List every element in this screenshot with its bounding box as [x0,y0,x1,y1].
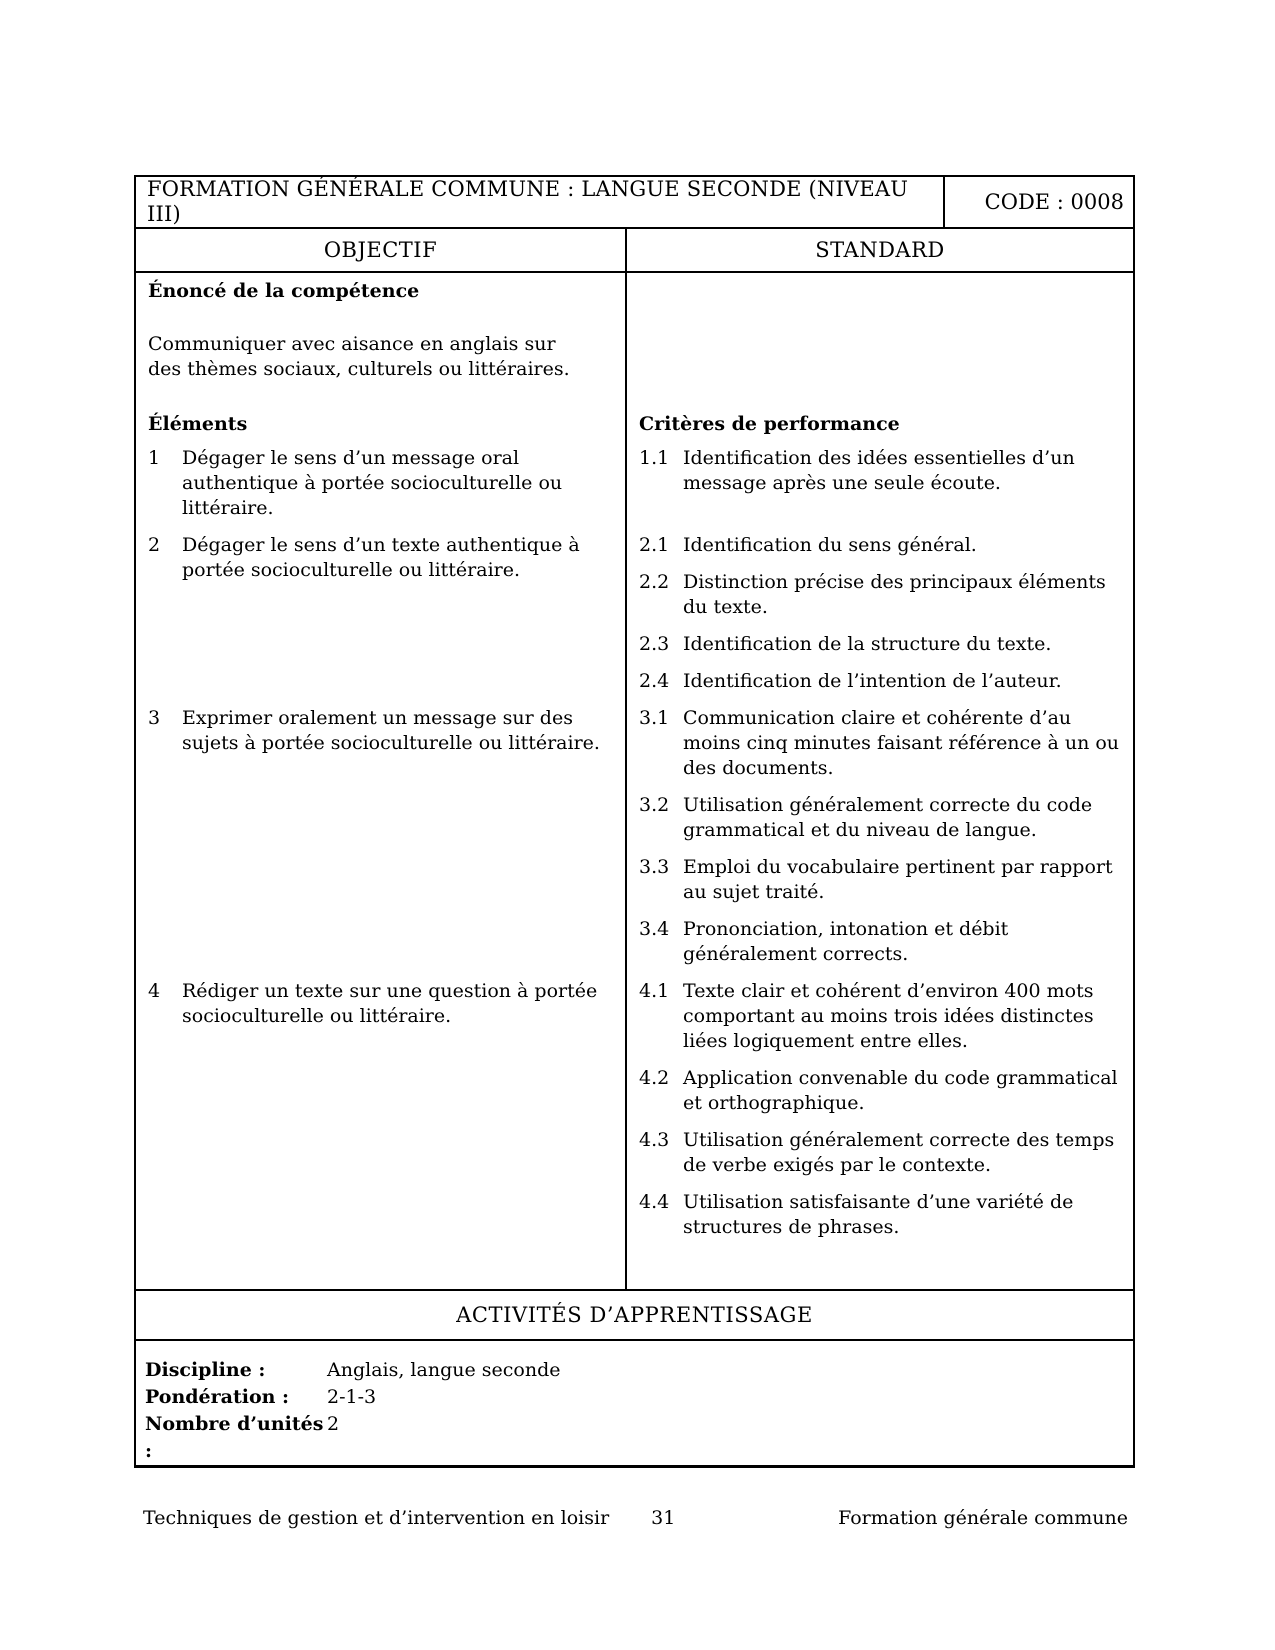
criterion-text: Identification des idées essentielles d’un message après une seule écoute. [683,447,1075,494]
unites-field [145,1411,1123,1465]
discipline-value: Anglais, langue seconde [327,1359,561,1381]
criteria-group-3 [625,706,1133,979]
competence-block [136,273,625,410]
criterion-text: Application convenable du code grammatical et orthographique. [683,1067,1118,1114]
criterion-number: 4.3 [639,1129,670,1151]
unites-label: Nombre d’unités : [145,1413,324,1462]
criterion-text: Communication claire et cohérente d’au moins cinq minutes faisant référence à un ou des documents. [683,707,1120,779]
element-item-4 [148,979,615,1029]
element-row [136,706,625,979]
elements-heading-cell [136,410,625,446]
criterion-text: Utilisation satisfaisante d’une variété de structures de phrases. [683,1191,1074,1238]
elements-heading: Éléments [148,413,248,435]
criterion-item-3-3 [639,855,1125,905]
criterion-text: Emploi du vocabulaire pertinent par rapport au sujet traité. [683,856,1113,903]
criterion-number: 3.2 [639,794,670,816]
criterion-number: 3.3 [639,856,670,878]
column-headings-row [136,229,1133,273]
criterion-text: Identification de l’intention de l’auteur. [683,670,1062,692]
title-row [136,177,1133,229]
criterion-item-4-3 [639,1128,1125,1178]
element-row [136,979,625,1252]
element-number: 3 [148,707,161,729]
ponderation-label: Pondération : [145,1386,290,1408]
ponderation-field [145,1384,1123,1411]
criterion-item-3-4 [639,917,1125,967]
element-row [136,446,625,533]
criterion-item-3-2 [639,793,1125,843]
standard-empty-cell [625,273,1133,410]
footer-program-title: Techniques de gestion et d’intervention en loisir [143,1507,610,1529]
criterion-number: 2.4 [639,670,670,692]
element-text: Rédiger un texte sur une question à portée socioculturelle ou littéraire. [182,980,598,1027]
criterion-text: Distinction précise des principaux éléments du texte. [683,571,1106,618]
discipline-field [145,1357,1123,1384]
criterion-item-4-4 [639,1190,1125,1240]
course-code: CODE : 0008 [943,177,1133,227]
element-number: 1 [148,447,161,469]
criteria-group-1 [625,446,1133,533]
footer-page-number: 31 [651,1507,676,1529]
criteria-group-4 [625,979,1133,1252]
criterion-item-2-1 [639,533,1125,558]
criterion-number: 2.3 [639,633,670,655]
filler-cell [136,1252,625,1289]
criterion-item-2-2 [639,570,1125,620]
criterion-item-2-3 [639,632,1125,657]
criterion-number: 2.1 [639,534,670,556]
element-number: 4 [148,980,161,1002]
criterion-text: Utilisation généralement correcte des temps de verbe exigés par le contexte. [683,1129,1115,1176]
unites-value: 2 [327,1413,340,1435]
activities-banner: ACTIVITÉS D’APPRENTISSAGE [136,1289,1133,1341]
element-item-3 [148,706,615,756]
criteria-group-2 [625,533,1133,706]
document-title: FORMATION GÉNÉRALE COMMUNE : LANGUE SECONDE (NIVEAU III) [147,177,909,226]
criterion-text: Utilisation généralement correcte du code grammatical et du niveau de langue. [683,794,1093,841]
criterion-number: 4.2 [639,1067,670,1089]
criterion-number: 4.1 [639,980,670,1002]
criterion-text: Texte clair et cohérent d’environ 400 mots comportant au moins trois idées distinctes liées logiquement entre elles. [683,980,1094,1052]
element-text: Dégager le sens d’un message oral authentique à portée socioculturelle ou littéraire. [182,447,563,519]
discipline-label: Discipline : [145,1359,266,1381]
footer-section-title: Formation générale commune [838,1507,1128,1529]
criterion-item-4-2 [639,1066,1125,1116]
competence-statement: Communiquer avec aisance en anglais sur des thèmes sociaux, culturels ou littéraires. [148,333,570,380]
criterion-item-3-1 [639,706,1125,781]
criterion-item-2-4 [639,669,1125,694]
element-text: Exprimer oralement un message sur des sujets à portée socioculturelle ou littéraire. [182,707,600,754]
competence-heading: Énoncé de la compétence [148,280,420,302]
criterion-text: Prononciation, intonation et débit généralement corrects. [683,918,1009,965]
element-row [136,533,625,706]
objectif-heading: OBJECTIF [323,237,438,262]
element-text: Dégager le sens d’un texte authentique à portée socioculturelle ou littéraire. [182,534,580,581]
criterion-number: 4.4 [639,1191,670,1213]
criterion-text: Identification de la structure du texte. [683,633,1052,655]
filler-cell [625,1252,1133,1289]
activities-info [136,1341,1133,1465]
criterion-item-1-1 [639,446,1125,496]
criterion-number: 1.1 [639,447,670,469]
objective-standard-content [136,273,1133,1289]
criteria-heading: Critères de performance [639,413,900,435]
page-footer [143,1506,1128,1531]
standard-heading: STANDARD [625,229,1133,271]
element-number: 2 [148,534,161,556]
criterion-item-4-1 [639,979,1125,1054]
criterion-number: 3.1 [639,707,670,729]
element-item-1 [148,446,615,521]
element-item-2 [148,533,615,583]
criteria-heading-cell [625,410,1133,446]
criterion-text: Identification du sens général. [683,534,977,556]
ponderation-value: 2-1-3 [327,1386,377,1408]
course-description-table [134,175,1135,1468]
criterion-number: 2.2 [639,571,670,593]
criterion-number: 3.4 [639,918,670,940]
